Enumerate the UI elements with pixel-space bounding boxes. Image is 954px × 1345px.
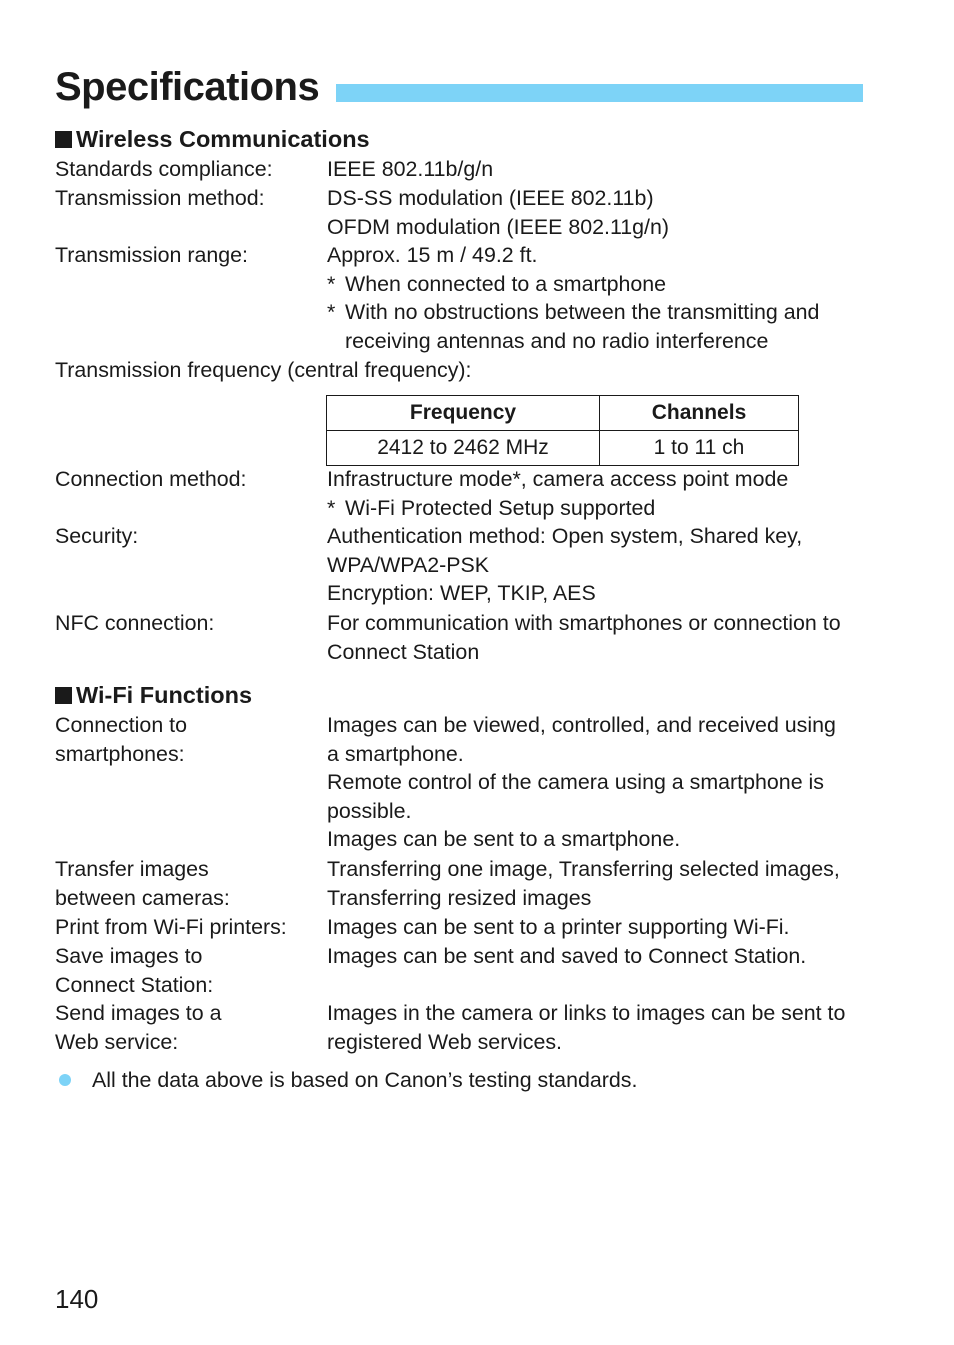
bullet-dot-icon	[59, 1074, 71, 1086]
spec-note	[327, 270, 867, 299]
spec-label: Connection method:	[55, 467, 247, 491]
section-square-icon	[55, 131, 72, 148]
spec-label-line: Save images to	[55, 944, 203, 968]
column-header-channels: Channels	[600, 396, 799, 431]
spec-value	[327, 711, 867, 854]
spec-value	[327, 609, 867, 666]
spec-label: Print from Wi-Fi printers:	[55, 915, 287, 939]
spec-note-text: With no obstructions between the transmitting and	[345, 300, 820, 325]
page-title: Specifications	[55, 65, 320, 109]
spec-value-line: WPA/WPA2-PSK	[327, 552, 490, 577]
spec-value	[327, 855, 867, 912]
spec-label-line: Connect Station:	[55, 972, 214, 997]
spec-value-line: For communication with smartphones or connection to	[327, 611, 841, 635]
spec-value-line: Remote control of the camera using a smartphone is	[327, 770, 824, 795]
spec-note	[327, 494, 867, 523]
spec-value-line: Images can be sent to a smartphone.	[327, 827, 681, 852]
spec-note-text: receiving antennas and no radio interference	[345, 328, 769, 353]
spec-value	[327, 241, 867, 355]
asterisk-marker: *	[327, 271, 336, 296]
wireless-section-heading	[55, 124, 370, 154]
spec-label-line: Connection to	[55, 713, 187, 737]
title-accent-bar	[336, 84, 863, 102]
spec-value-line: registered Web services.	[327, 1029, 562, 1054]
spec-note	[327, 298, 867, 327]
wifi-heading-text: Wi-Fi Functions	[76, 682, 253, 708]
spec-value-line: a smartphone.	[327, 741, 464, 766]
spec-label-line: between cameras:	[55, 885, 230, 910]
spec-label: NFC connection:	[55, 611, 215, 635]
spec-value-line: Connect Station	[327, 639, 480, 664]
spec-label: Security:	[55, 524, 139, 548]
spec-label-line: smartphones:	[55, 741, 185, 766]
spec-label: Transmission method:	[55, 186, 265, 210]
spec-value-line: Authentication method: Open system, Shared key,	[327, 524, 803, 548]
asterisk-marker: *	[327, 300, 336, 325]
spec-label	[55, 855, 325, 912]
frequency-table	[326, 395, 799, 466]
spec-value	[327, 999, 867, 1056]
wifi-section-heading	[55, 680, 252, 710]
spec-value-line: OFDM modulation (IEEE 802.11g/n)	[327, 214, 670, 239]
spec-value	[327, 184, 867, 241]
spec-label	[55, 711, 325, 768]
table-cell-frequency: 2412 to 2462 MHz	[327, 431, 600, 466]
spec-value-line: Infrastructure mode*, camera access point mode	[327, 467, 789, 491]
spec-value-line: Images can be viewed, controlled, and received using	[327, 713, 836, 737]
footnote	[55, 1066, 637, 1095]
table-cell-channels: 1 to 11 ch	[600, 431, 799, 466]
spec-label	[55, 942, 325, 999]
footnote-text: All the data above is based on Canon’s testing standards.	[92, 1068, 638, 1092]
spec-label-line: Web service:	[55, 1029, 179, 1054]
wireless-heading-text: Wireless Communications	[76, 126, 370, 152]
spec-value	[327, 522, 867, 608]
spec-value	[327, 465, 867, 522]
spec-value-line: Transferring one image, Transferring selected images,	[327, 857, 840, 881]
spec-value-line: Images in the camera or links to images can be sent to	[327, 1001, 846, 1025]
spec-note-text: Wi-Fi Protected Setup supported	[345, 495, 656, 520]
spec-value-line: Approx. 15 m / 49.2 ft.	[327, 243, 538, 267]
spec-note-continuation	[327, 327, 867, 356]
table-header-row	[327, 396, 799, 431]
spec-label: Transmission range:	[55, 243, 248, 267]
column-header-frequency: Frequency	[327, 396, 600, 431]
spec-label: Standards compliance:	[55, 157, 273, 181]
spec-value-line: Transferring resized images	[327, 885, 592, 910]
spec-label: Transmission frequency (central frequency):	[55, 358, 472, 382]
spec-label	[55, 999, 325, 1056]
spec-note-text: When connected to a smartphone	[345, 271, 667, 296]
spec-label-line: Transfer images	[55, 857, 209, 881]
spec-value-line: possible.	[327, 798, 412, 823]
spec-value: Images can be sent and saved to Connect Station.	[327, 944, 807, 968]
table-row	[327, 431, 799, 466]
asterisk-marker: *	[327, 495, 336, 520]
spec-value-line: Encryption: WEP, TKIP, AES	[327, 581, 596, 606]
spec-value-line: DS-SS modulation (IEEE 802.11b)	[327, 186, 654, 210]
page-number: 140	[55, 1284, 99, 1314]
spec-value: Images can be sent to a printer supporting Wi-Fi.	[327, 915, 790, 939]
section-square-icon	[55, 687, 72, 704]
spec-label-line: Send images to a	[55, 1001, 222, 1025]
spec-value: IEEE 802.11b/g/n	[327, 157, 494, 181]
